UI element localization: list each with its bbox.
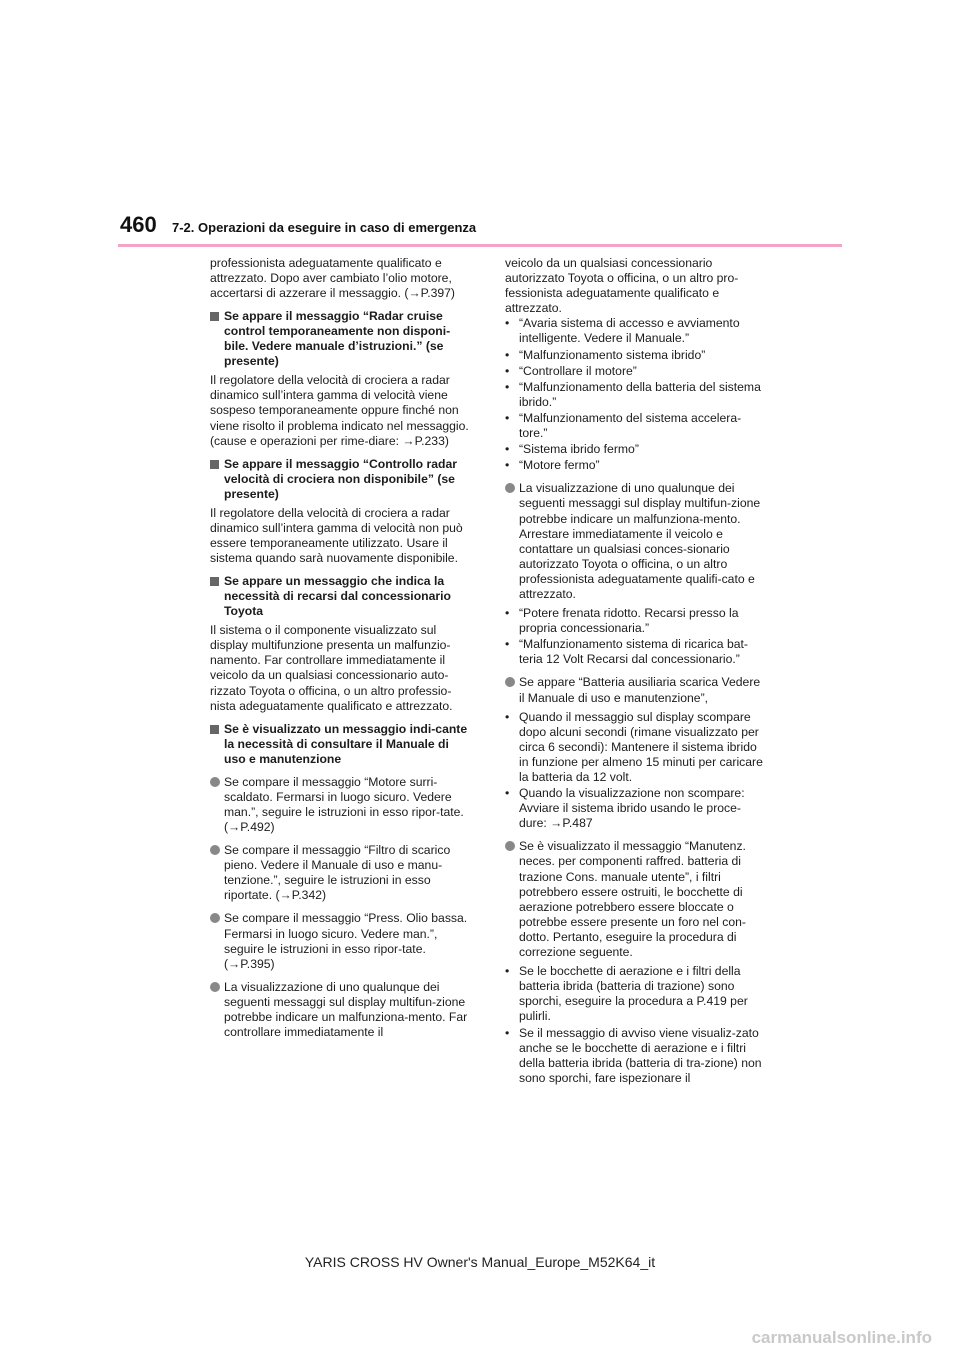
section-title: 7-2. Operazioni da eseguire in caso di emergenza <box>172 220 477 235</box>
bullet-item <box>210 843 472 903</box>
dot-marker-icon: • <box>505 410 510 425</box>
bullet-text: Se è visualizzato il messaggio “Manutenz. neces. per componenti raffred. batteria di trazione Cons. manuale utente”, i filtri potrebbero essere ostruiti, le bocchette di aerazione potrebbero essere bloccate o potrebbe essere presente un foro nel con-dotto. Pertanto, eseguire la procedura di correzione seguente. <box>519 839 746 960</box>
subheading-text: Se appare il messaggio “Radar cruise control temporaneamente non disponi-bile. Vedere manuale d’istruzioni.” (se presente) <box>224 309 451 369</box>
bullet-text: Se compare il messaggio “Motore surri-scaldato. Fermarsi in luogo sicuro. Vedere man.”, seguire le istruzioni in esso ripor-tate. (→P.492) <box>224 774 464 834</box>
dot-marker-icon: • <box>505 347 510 362</box>
square-bullet-icon <box>210 460 219 469</box>
list-item: • “Sistema ibrido fermo” <box>505 442 639 457</box>
circle-bullet-icon <box>505 677 515 687</box>
subheading-cruise-speed <box>210 457 472 502</box>
dot-marker-icon: • <box>505 1025 510 1040</box>
dealer-paragraph: Il sistema o il componente visualizzato sul display multifunzione presenta un malfunzio-namento. Far controllare immediatamente il veicolo da un qualsiasi concessionario auto-rizzato Toyota o officina, o un altro professio-nista adeguatamente qualificato e attrezzato. <box>210 623 453 713</box>
right-column <box>505 256 767 1087</box>
dot-marker-icon: • <box>505 786 510 801</box>
list-item: • “Malfunzionamento del sistema accelera-tore.” <box>505 410 742 441</box>
watermark: carmanualsonline.info <box>751 1328 932 1347</box>
header-divider <box>118 244 842 247</box>
subheading-dealer <box>210 574 472 619</box>
list-item: • Quando la visualizzazione non scompare: Avviare il sistema ibrido usando le proce-dure: →P.487 <box>505 786 745 831</box>
continuation-paragraph: veicolo da un qualsiasi concessionario autorizzato Toyota o officina, o un altro pro-fessionista adeguatamente qualificato e attrezzato. <box>505 256 739 316</box>
subheading-text: Se appare un messaggio che indica la necessità di recarsi dal concessionario Toyota <box>224 574 451 619</box>
list-item: • “Motore fermo” <box>505 458 600 473</box>
list-item: • “Malfunzionamento sistema di ricarica bat-teria 12 Volt Recarsi dal concessionario.” <box>505 637 748 667</box>
bullet-text: Se compare il messaggio “Filtro di scarico pieno. Vedere il Manuale di uso e manu-tenzione.”, seguire le istruzioni in esso riportate. (→P.342) <box>224 843 451 903</box>
list-item: • “Potere frenata ridotto. Recarsi presso la propria concessionaria.” <box>505 606 739 636</box>
bullet-text: La visualizzazione di uno qualunque dei seguenti messaggi sul display multifun-zione potrebbe indicare un malfunziona-mento. Arrestare immediatamente il veicolo e contattare un qualsiasi conces-sionario autorizzato Toyota o officina, o un altro professionista adeguatamente qualifi-cato e attrezzato. <box>519 481 761 601</box>
bullet-text: La visualizzazione di uno qualunque dei seguenti messaggi sul display multifun-zione potrebbe indicare un malfunziona-mento. Far controllare immediatamente il <box>224 979 468 1040</box>
dot-marker-icon: • <box>505 606 510 621</box>
bullet-item <box>210 911 472 971</box>
dot-marker-icon: • <box>505 379 510 394</box>
circle-bullet-icon <box>505 841 515 851</box>
dot-marker-icon: • <box>505 964 510 979</box>
subheading-text: Se è visualizzato un messaggio indi-cante la necessità di consultare il Manuale di uso e manutenzione <box>224 721 468 766</box>
square-bullet-icon <box>210 312 219 321</box>
subheading-manual <box>210 722 472 767</box>
subheading-radar-cruise <box>210 309 472 369</box>
circle-bullet-icon <box>210 913 220 923</box>
circle-bullet-icon <box>210 845 220 855</box>
square-bullet-icon <box>210 725 219 734</box>
radar-cruise-paragraph: Il regolatore della velocità di crociera a radar dinamico sull’intera gamma di velocità viene sospeso temporaneamente oppure finché non viene risolto il problema indicato nel messaggio. (cause e operazioni per rime-diare: →P.233) <box>210 373 469 448</box>
circle-bullet-icon <box>505 483 515 493</box>
bullet-text: Se compare il messaggio “Press. Olio bassa. Fermarsi in luogo sicuro. Vedere man.”, seguire le istruzioni in esso ripor-tate. (→P.395) <box>224 911 468 971</box>
dot-marker-icon: • <box>505 709 510 724</box>
bullet-item <box>505 675 767 705</box>
list-item: • “Controllare il motore” <box>505 363 637 378</box>
bullet-text: Se appare “Batteria ausiliaria scarica Vedere il Manuale di uso e manutenzione”, <box>519 675 761 705</box>
circle-bullet-icon <box>210 777 220 787</box>
list-item: • Quando il messaggio sul display scompare dopo alcuni secondi (rimane visualizzato per circa 6 secondi): Mantenere il sistema ibrido in funzione per almeno 15 minuti per caricare la batteria da 12 volt. <box>505 709 763 784</box>
dot-marker-icon: • <box>505 458 510 473</box>
list-item: • “Avaria sistema di accesso e avviamento intelligente. Vedere il Manuale.” <box>505 316 740 346</box>
square-bullet-icon <box>210 577 219 586</box>
dot-marker-icon: • <box>505 637 510 652</box>
bullet-item <box>210 775 472 835</box>
dot-marker-icon: • <box>505 363 510 378</box>
footer-manual-id: YARIS CROSS HV Owner's Manual_Europe_M52K64_it <box>304 1254 656 1270</box>
list-item: • “Malfunzionamento della batteria del sistema ibrido.” <box>505 379 761 409</box>
left-column <box>210 256 472 1044</box>
cruise-speed-paragraph: Il regolatore della velocità di crociera a radar dinamico sull’intera gamma di velocità non può essere temporaneamente utilizzato. Usare il sistema quando sarà nuovamente disponibile. <box>210 505 463 566</box>
bullet-item <box>505 839 767 960</box>
list-item: • Se le bocchette di aerazione e i filtri della batteria ibrida (batteria di trazione) sono sporchi, eseguire la procedura a P.419 per pulirli. <box>505 964 748 1024</box>
subheading-text: Se appare il messaggio “Controllo radar velocità di crociera non disponibile” (se presente) <box>224 456 457 501</box>
intro-paragraph: professionista adeguatamente qualificato e attrezzato. Dopo aver cambiato l’olio motore, accertarsi di azzerare il messaggio. (→P.397) <box>210 256 455 301</box>
list-item: • “Malfunzionamento sistema ibrido” <box>505 347 706 362</box>
bullet-item <box>210 980 472 1040</box>
circle-bullet-icon <box>210 982 220 992</box>
page-number: 460 <box>120 212 157 237</box>
bullet-item <box>505 481 767 602</box>
dot-marker-icon: • <box>505 442 510 457</box>
dot-marker-icon: • <box>505 316 510 331</box>
list-item: • Se il messaggio di avviso viene visualiz-zato anche se le bocchette di aerazione e i filtri della batteria ibrida (batteria di tra-zione) non sono sporchi, fare ispezionare il <box>505 1025 762 1085</box>
